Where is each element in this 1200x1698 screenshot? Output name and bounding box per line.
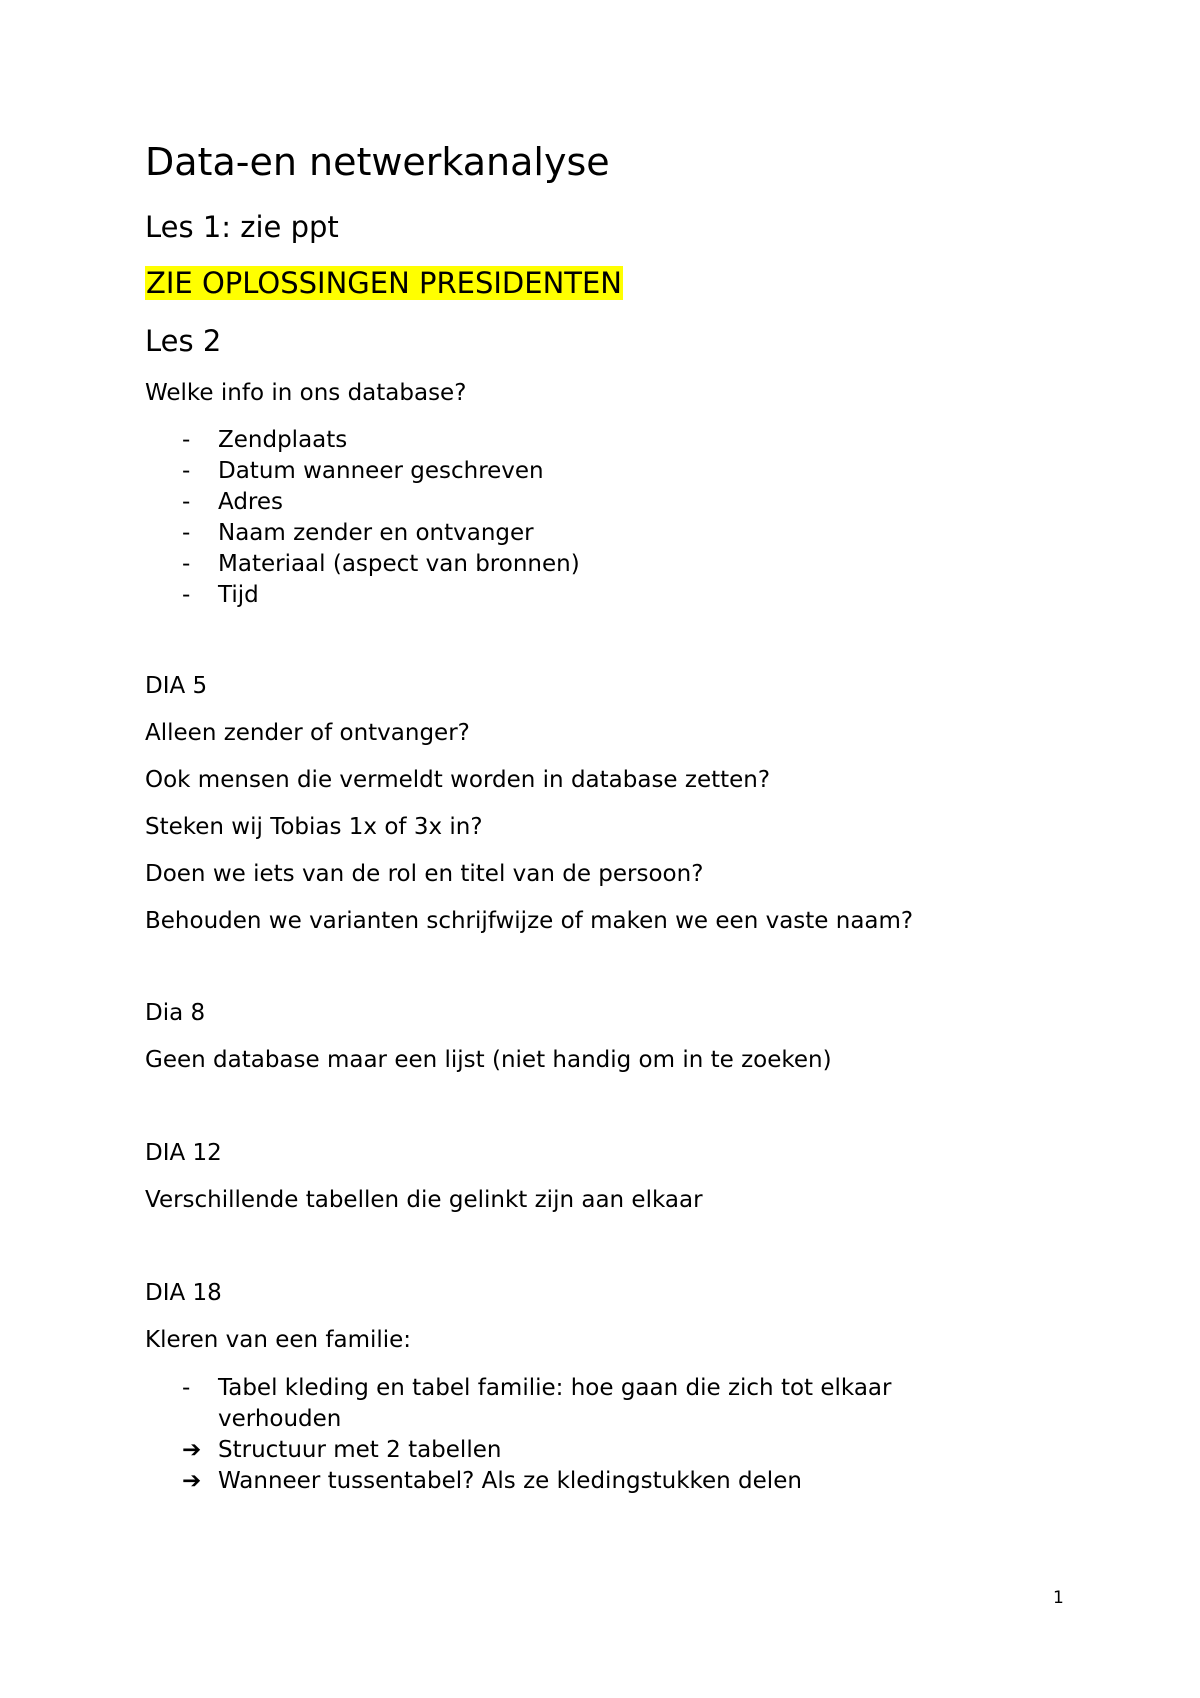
dia12-text: Verschillende tabellen die gelinkt zijn aan elkaar	[145, 1187, 703, 1213]
dia5-line: Ook mensen die vermeldt worden in database zetten?	[145, 767, 771, 793]
dia5-line: Behouden we varianten schrijfwijze of maken we een vaste naam?	[145, 908, 914, 934]
dia8-label: Dia 8	[145, 1000, 206, 1026]
dia8-text: Geen database maar een lijst (niet handig om in te zoeken)	[145, 1047, 832, 1073]
dia18-intro: Kleren van een familie:	[145, 1327, 412, 1353]
dash-marker: -	[182, 1375, 191, 1401]
dia5-line: Steken wij Tobias 1x of 3x in?	[145, 814, 483, 840]
document-title: Data-en netwerkanalyse	[145, 140, 610, 184]
les1-heading: Les 1: zie ppt	[145, 210, 339, 244]
les2-heading: Les 2	[145, 324, 222, 358]
arrow-icon: ➔	[182, 1437, 202, 1463]
dia12-label: DIA 12	[145, 1140, 222, 1166]
dia5-line: Doen we iets van de rol en titel van de persoon?	[145, 861, 704, 887]
dia18-label: DIA 18	[145, 1280, 222, 1306]
highlight-heading	[145, 266, 623, 301]
dia5-line: Alleen zender of ontvanger?	[145, 720, 470, 746]
info-question: Welke info in ons database?	[145, 380, 467, 406]
highlighted-text: ZIE OPLOSSINGEN PRESIDENTEN	[146, 266, 622, 300]
dia5-label: DIA 5	[145, 673, 208, 699]
arrow-icon: ➔	[182, 1468, 202, 1494]
document-page: Data-en netwerkanalyse Les 1: zie ppt ZIE OPLOSSINGEN PRESIDENTEN Les 2 Welke info in ons database? - Zendplaats - Datum wanneer geschreven - Adres - Naam zender en ontvanger - Materiaal (aspect van bronnen) - Tijd DIA 5 Alleen zender of ontvanger? Ook mensen die vermeldt worden in database zetten? Steken wij Tobias 1x of 3x in? Doen we iets van de rol en titel van de persoon? Behouden we varianten schrijfwijze of maken we een vaste naam? Dia 8 Geen database maar een lijst (niet handig om in te zoeken) DIA 12 Verschillende tabellen die gelinkt zijn aan elkaar DIA 18 Kleren van een familie: - Tabel kleding en tabel familie: hoe gaan die zich tot elkaar verhouden ➔ Structuur met 2 tabellen ➔ Wanneer tussentabel? Als ze kledingstukken delen 1	[145, 140, 1064, 1608]
page-number: 1	[1053, 1588, 1064, 1608]
